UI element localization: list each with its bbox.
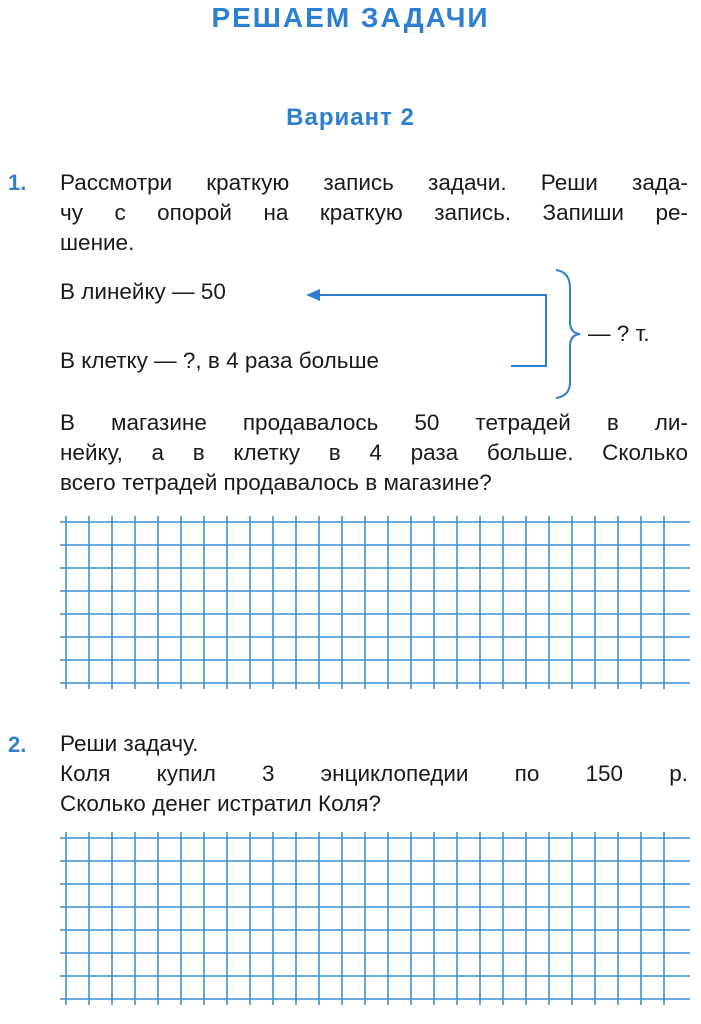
task-1-problem-line: В магазине продавалось 50 тетрадей в ли- bbox=[60, 410, 688, 435]
task-1-instruction-line: чу с опорой на краткую запись. Запиши ре- bbox=[60, 200, 688, 225]
task-1-problem-line: всего тетрадей продавалось в магазине? bbox=[60, 470, 492, 495]
variant-heading: Вариант 2 bbox=[286, 104, 415, 131]
short-record-total: — ? т. bbox=[588, 321, 650, 346]
task-2-line: Реши задачу. bbox=[60, 731, 199, 756]
short-record-row-1: В линейку — 50 bbox=[60, 279, 226, 304]
task-1-problem-line: нейку, а в клетку в 4 раза больше. Сколько bbox=[60, 440, 688, 465]
task-1-instruction-line: Рассмотри краткую запись задачи. Реши зада- bbox=[60, 170, 688, 195]
task-2-line: Коля купил 3 энциклопедии по 150 р. bbox=[60, 761, 688, 786]
page-title: РЕШАЕМ ЗАДАЧИ bbox=[211, 2, 490, 33]
task-1-instruction-line: шение. bbox=[60, 230, 135, 255]
task-2-line: Сколько денег истратил Коля? bbox=[60, 791, 381, 816]
task-2-number: 2. bbox=[8, 732, 27, 757]
task-1-number: 1. bbox=[8, 170, 27, 195]
short-record-row-2: В клетку — ?, в 4 раза больше bbox=[60, 348, 380, 373]
